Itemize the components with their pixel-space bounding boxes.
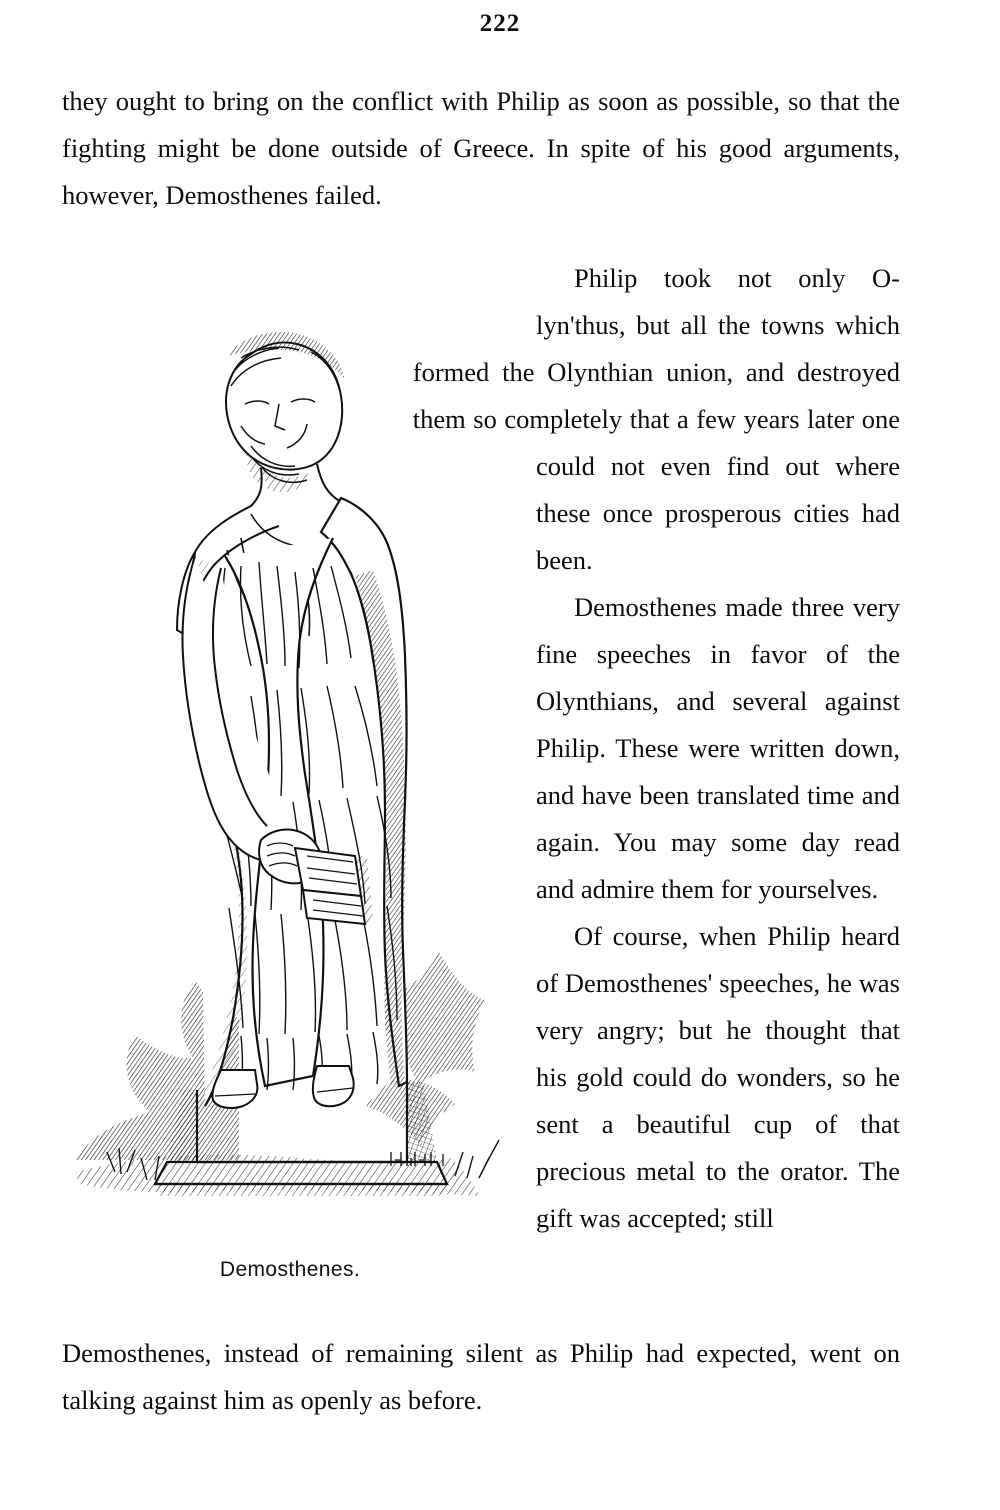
top-text-block [62,78,900,219]
paragraph-3: Demosthenes made three very fine speeches in favor of the Olynthians, and several against Philip. These were written down, and have been translated time and again. You may some day read and admire them for yourselves. [536,592,900,904]
figure-illustration [55,300,525,1250]
paragraph-2: Philip took not only O-lyn'thus, but all the towns which formed the Olynthian union, and destroyed them so completely that a few years later one could not even find out where these once prosperous cities had been. [412,263,900,575]
page-number: 222 [479,10,521,37]
paragraph-5: Demosthenes, instead of remaining silent as Philip had expected, went on talking against him as openly as before. [62,1338,900,1415]
statue-of-demosthenes-engraving [55,300,525,1250]
paragraph-1: they ought to bring on the conflict with Philip as soon as possible, so that the fighting might be done outside of Greece. In spite of his good arguments, however, Demosthenes failed. [62,86,900,210]
bottom-text-block [62,1330,900,1424]
paragraph-4: Of course, when Philip heard of Demosthenes' speeches, he was very angry; but he thought that his gold could do wonders, so he sent a beautiful cup of that precious metal to the orator. The gift was accepted; still [536,921,900,1233]
figure-caption: Demosthenes. [219,1258,361,1281]
